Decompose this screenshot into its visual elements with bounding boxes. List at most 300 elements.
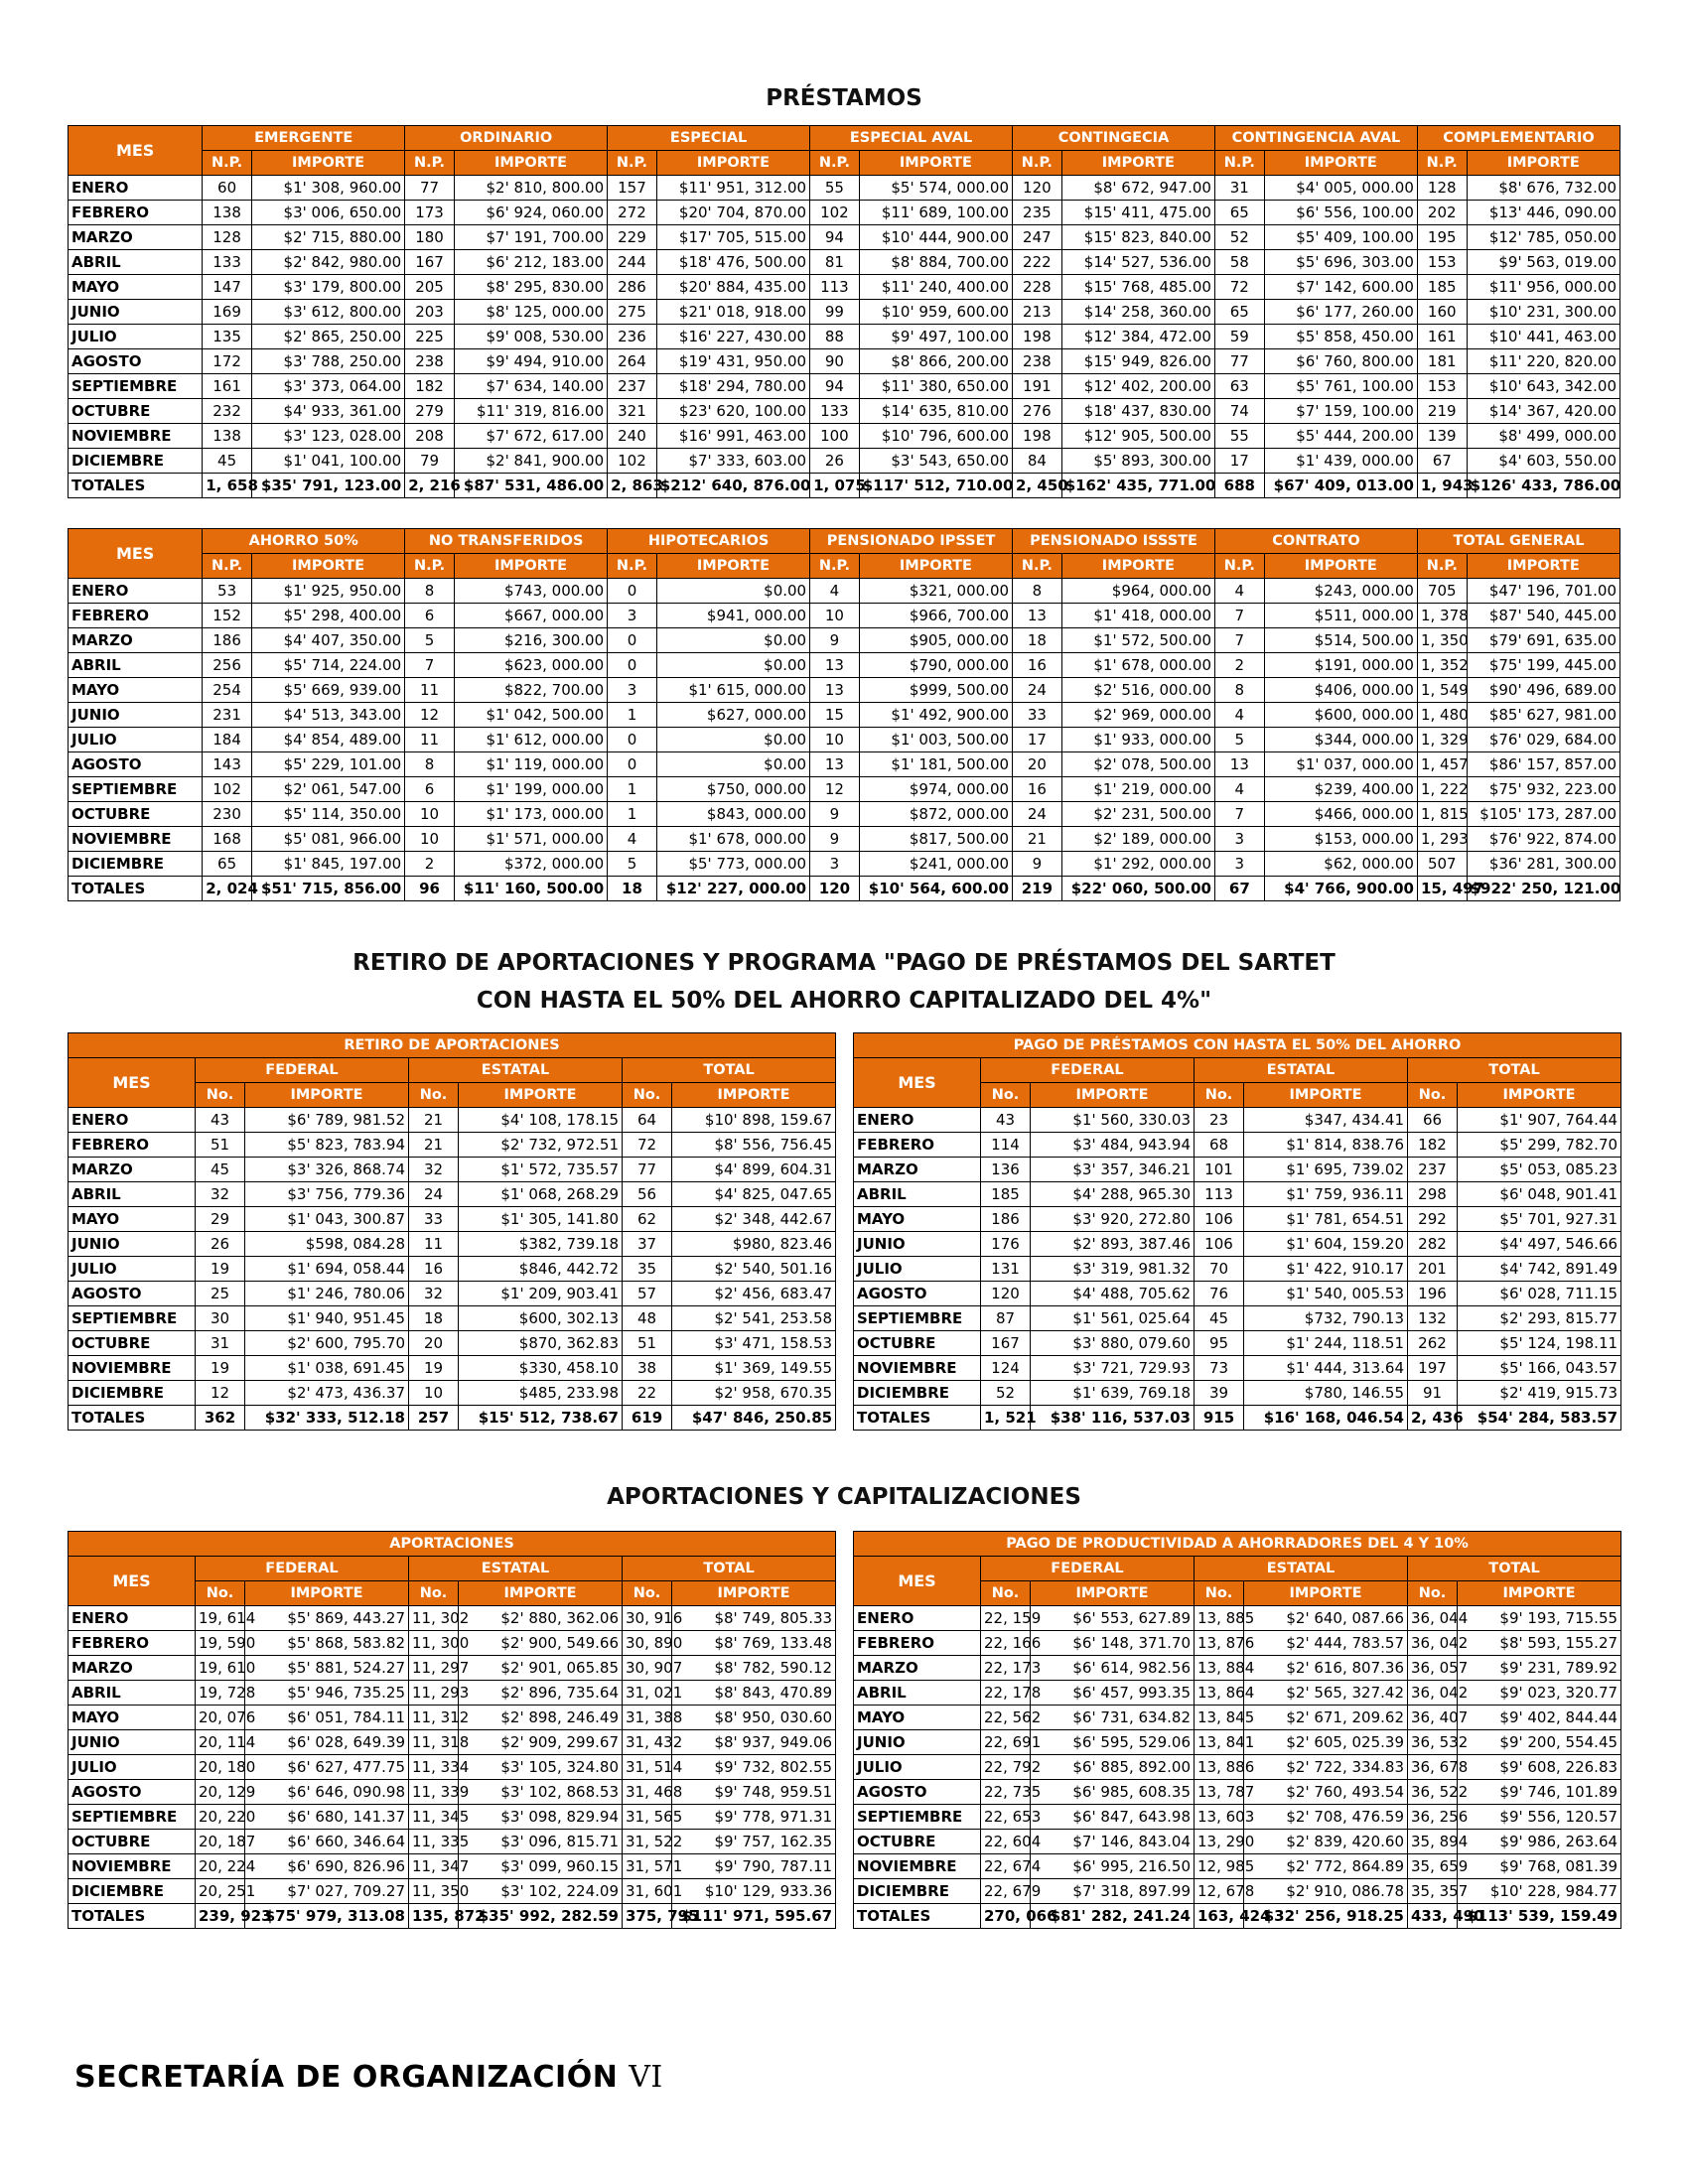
table-row	[854, 1306, 1621, 1331]
count-cell: 203	[405, 300, 455, 325]
amount-cell: $113' 539, 159.49	[1458, 1904, 1621, 1929]
amount-cell: $22' 060, 500.00	[1061, 877, 1214, 901]
count-cell: 135, 872	[409, 1904, 459, 1929]
group-header: EMERGENTE	[203, 126, 405, 151]
table-row	[69, 349, 1620, 374]
count-cell: 237	[608, 374, 657, 399]
banner-row	[69, 1033, 836, 1058]
amount-cell: $23' 620, 100.00	[656, 399, 809, 424]
sub-header-row	[69, 554, 1620, 579]
table-row	[69, 1830, 836, 1854]
table-row	[854, 1631, 1621, 1656]
month-cell: JUNIO	[69, 703, 203, 728]
amount-cell: $2' 231, 500.00	[1061, 802, 1214, 827]
amount-cell: $5' 444, 200.00	[1264, 424, 1417, 449]
table-row	[854, 1730, 1621, 1755]
table-banner: APORTACIONES	[69, 1532, 836, 1557]
count-cell: 31	[1214, 176, 1264, 201]
count-cell: 18	[1013, 628, 1062, 653]
count-cell: 507	[1417, 852, 1467, 877]
count-cell: 1, 075	[810, 474, 860, 498]
amount-cell: $822, 700.00	[454, 678, 607, 703]
amount-cell: $47' 846, 250.85	[672, 1406, 836, 1431]
month-cell: ENERO	[69, 1606, 196, 1631]
table-row	[69, 225, 1620, 250]
amount-cell: $8' 884, 700.00	[859, 250, 1012, 275]
count-cell: 30, 907	[623, 1656, 672, 1681]
table-row	[854, 1755, 1621, 1780]
count-cell: 2, 216	[405, 474, 455, 498]
amount-cell: $2' 901, 065.85	[459, 1656, 623, 1681]
count-cell: 213	[1013, 300, 1062, 325]
amount-cell: $9' 494, 910.00	[454, 349, 607, 374]
month-cell: MARZO	[69, 1158, 196, 1182]
month-cell: AGOSTO	[69, 349, 203, 374]
amount-cell: $54' 284, 583.57	[1458, 1406, 1621, 1431]
count-header: N.P.	[203, 151, 252, 176]
count-cell: 13	[1215, 752, 1265, 777]
amount-cell: $905, 000.00	[859, 628, 1012, 653]
count-cell: 201	[1408, 1257, 1458, 1282]
banner-row	[854, 1033, 1621, 1058]
group-header: ORDINARIO	[405, 126, 608, 151]
amount-cell: $3' 788, 250.00	[251, 349, 404, 374]
amount-cell: $7' 027, 709.27	[245, 1879, 409, 1904]
banner-row	[854, 1532, 1621, 1557]
amount-cell: $12' 402, 200.00	[1061, 374, 1214, 399]
count-cell: 11	[409, 1232, 459, 1257]
amount-header: IMPORTE	[251, 151, 404, 176]
totals-label: TOTALES	[854, 1904, 981, 1929]
count-cell: 181	[1417, 349, 1467, 374]
amount-cell: $5' 114, 350.00	[251, 802, 404, 827]
table-row	[69, 1306, 836, 1331]
amount-cell: $3' 373, 064.00	[251, 374, 404, 399]
amount-cell: $4' 933, 361.00	[251, 399, 404, 424]
count-header: No.	[1195, 1581, 1244, 1606]
amount-cell: $1' 615, 000.00	[656, 678, 809, 703]
amount-cell: $1' 694, 058.44	[245, 1257, 409, 1282]
amount-cell: $600, 302.13	[459, 1306, 623, 1331]
amount-cell: $51' 715, 856.00	[251, 877, 404, 901]
month-cell: JULIO	[854, 1755, 981, 1780]
retiro-aportaciones-table	[68, 1032, 836, 1431]
count-cell: 72	[623, 1133, 672, 1158]
count-cell: 79	[405, 449, 455, 474]
totals-row	[854, 1904, 1621, 1929]
amount-cell: $7' 318, 897.99	[1031, 1879, 1195, 1904]
count-cell: 292	[1408, 1207, 1458, 1232]
count-cell: 31, 388	[623, 1706, 672, 1730]
group-header-row	[69, 1058, 836, 1083]
count-cell: 35, 357	[1408, 1879, 1458, 1904]
count-cell: 51	[623, 1331, 672, 1356]
amount-cell: $15' 411, 475.00	[1061, 201, 1214, 225]
count-cell: 128	[1417, 176, 1467, 201]
amount-cell: $941, 000.00	[656, 604, 809, 628]
count-cell: 198	[1013, 325, 1062, 349]
count-cell: 11, 334	[409, 1755, 459, 1780]
amount-cell: $4' 513, 343.00	[251, 703, 404, 728]
amount-cell: $1' 907, 764.44	[1458, 1108, 1621, 1133]
count-cell: 161	[1417, 325, 1467, 349]
amount-cell: $10' 231, 300.00	[1467, 300, 1619, 325]
amount-cell: $511, 000.00	[1264, 604, 1417, 628]
month-cell: SEPTIEMBRE	[69, 374, 203, 399]
table-row	[69, 653, 1620, 678]
count-cell: 31, 601	[623, 1879, 672, 1904]
count-cell: 20, 180	[196, 1755, 245, 1780]
count-cell: 67	[1215, 877, 1265, 901]
amount-cell: $1' 119, 000.00	[454, 752, 607, 777]
count-cell: 186	[981, 1207, 1031, 1232]
table-row	[854, 1158, 1621, 1182]
group-header: TOTAL	[1408, 1557, 1621, 1581]
amount-cell: $2' 969, 000.00	[1061, 703, 1214, 728]
amount-cell: $4' 488, 705.62	[1031, 1282, 1195, 1306]
count-cell: 375, 795	[623, 1904, 672, 1929]
amount-cell: $19' 431, 950.00	[656, 349, 809, 374]
amount-cell: $1' 444, 313.64	[1244, 1356, 1408, 1381]
group-header: COMPLEMENTARIO	[1417, 126, 1619, 151]
count-cell: 235	[1013, 201, 1062, 225]
count-cell: 172	[203, 349, 252, 374]
amount-cell: $1' 678, 000.00	[1061, 653, 1214, 678]
count-cell: 182	[405, 374, 455, 399]
count-cell: 19, 590	[196, 1631, 245, 1656]
amount-cell: $7' 672, 617.00	[454, 424, 607, 449]
table-row	[69, 1133, 836, 1158]
table-row	[69, 1780, 836, 1805]
amount-cell: $1' 219, 000.00	[1061, 777, 1214, 802]
month-cell: FEBRERO	[69, 1133, 196, 1158]
count-cell: 1, 815	[1417, 802, 1467, 827]
month-cell: AGOSTO	[69, 1282, 196, 1306]
amount-cell: $7' 159, 100.00	[1264, 399, 1417, 424]
count-cell: 20	[409, 1331, 459, 1356]
count-cell: 91	[1408, 1381, 1458, 1406]
amount-cell: $3' 326, 868.74	[245, 1158, 409, 1182]
month-cell: DICIEMBRE	[69, 852, 203, 877]
amount-cell: $1' 041, 100.00	[251, 449, 404, 474]
count-cell: 19	[196, 1257, 245, 1282]
amount-cell: $9' 556, 120.57	[1458, 1805, 1621, 1830]
count-header: No.	[1408, 1581, 1458, 1606]
amount-cell: $6' 627, 477.75	[245, 1755, 409, 1780]
amount-header: IMPORTE	[859, 554, 1012, 579]
amount-cell: $8' 950, 030.60	[672, 1706, 836, 1730]
amount-cell: $2' 078, 500.00	[1061, 752, 1214, 777]
amount-cell: $10' 898, 159.67	[672, 1108, 836, 1133]
count-cell: 4	[1215, 703, 1265, 728]
amount-cell: $9' 768, 081.39	[1458, 1854, 1621, 1879]
month-cell: DICIEMBRE	[854, 1381, 981, 1406]
count-cell: 22, 792	[981, 1755, 1031, 1780]
count-cell: 160	[1417, 300, 1467, 325]
count-cell: 31, 468	[623, 1780, 672, 1805]
month-cell: OCTUBRE	[854, 1331, 981, 1356]
count-cell: 13	[810, 752, 860, 777]
aportaciones-table	[68, 1531, 836, 1929]
totals-row	[69, 877, 1620, 901]
group-header: TOTAL	[623, 1058, 836, 1083]
amount-cell: $980, 823.46	[672, 1232, 836, 1257]
count-cell: 2, 436	[1408, 1406, 1458, 1431]
amount-cell: $6' 660, 346.64	[245, 1830, 409, 1854]
amount-cell: $6' 051, 784.11	[245, 1706, 409, 1730]
count-cell: 33	[409, 1207, 459, 1232]
table-row	[854, 1879, 1621, 1904]
month-cell: ENERO	[69, 1108, 196, 1133]
month-cell: SEPTIEMBRE	[854, 1306, 981, 1331]
table-row	[69, 1158, 836, 1182]
count-header: No.	[981, 1083, 1031, 1108]
count-cell: 173	[405, 201, 455, 225]
amount-cell: $2' 810, 800.00	[454, 176, 607, 201]
count-cell: 19	[196, 1356, 245, 1381]
amount-cell: $12' 785, 050.00	[1467, 225, 1619, 250]
amount-cell: $3' 721, 729.93	[1031, 1356, 1195, 1381]
count-header: N.P.	[810, 554, 860, 579]
table-row	[69, 1108, 836, 1133]
table-row	[854, 1331, 1621, 1356]
month-cell: MAYO	[854, 1207, 981, 1232]
table-row	[69, 275, 1620, 300]
month-cell: JUNIO	[69, 1730, 196, 1755]
table-row	[69, 1331, 836, 1356]
amount-cell: $2' 540, 501.16	[672, 1257, 836, 1282]
amount-cell: $5' 081, 966.00	[251, 827, 404, 852]
count-cell: 135	[203, 325, 252, 349]
count-cell: 13, 841	[1195, 1730, 1244, 1755]
amount-cell: $35' 992, 282.59	[459, 1904, 623, 1929]
amount-cell: $2' 760, 493.54	[1244, 1780, 1408, 1805]
amount-cell: $11' 951, 312.00	[656, 176, 809, 201]
amount-cell: $2' 772, 864.89	[1244, 1854, 1408, 1879]
count-header: No.	[623, 1581, 672, 1606]
table-row	[69, 678, 1620, 703]
amount-cell: $6' 985, 608.35	[1031, 1780, 1195, 1805]
amount-cell: $7' 634, 140.00	[454, 374, 607, 399]
amount-cell: $1' 043, 300.87	[245, 1207, 409, 1232]
count-cell: 102	[608, 449, 657, 474]
table-row	[854, 1706, 1621, 1730]
count-cell: 100	[810, 424, 860, 449]
amount-cell: $2' 605, 025.39	[1244, 1730, 1408, 1755]
count-cell: 20, 220	[196, 1805, 245, 1830]
count-cell: 16	[1013, 653, 1062, 678]
count-cell: 276	[1013, 399, 1062, 424]
table-row	[854, 1681, 1621, 1706]
count-cell: 36, 042	[1408, 1681, 1458, 1706]
amount-cell: $2' 640, 087.66	[1244, 1606, 1408, 1631]
amount-cell: $2' 600, 795.70	[245, 1331, 409, 1356]
amount-cell: $1' 181, 500.00	[859, 752, 1012, 777]
footer-title: SECRETARÍA DE ORGANIZACIÓN	[74, 2060, 619, 2095]
amount-cell: $2' 900, 549.66	[459, 1631, 623, 1656]
amount-header: IMPORTE	[1458, 1083, 1621, 1108]
amount-cell: $6' 614, 982.56	[1031, 1656, 1195, 1681]
table-row	[69, 777, 1620, 802]
amount-cell: $485, 233.98	[459, 1381, 623, 1406]
count-cell: 10	[810, 728, 860, 752]
count-cell: 81	[810, 250, 860, 275]
count-cell: 17	[1013, 728, 1062, 752]
amount-header: IMPORTE	[1244, 1581, 1408, 1606]
count-cell: 53	[203, 579, 252, 604]
month-cell: DICIEMBRE	[69, 449, 203, 474]
count-cell: 20, 129	[196, 1780, 245, 1805]
month-cell: MARZO	[854, 1158, 981, 1182]
count-cell: 58	[1214, 250, 1264, 275]
amount-cell: $1' 037, 000.00	[1264, 752, 1417, 777]
count-cell: 279	[405, 399, 455, 424]
count-cell: 1, 658	[203, 474, 252, 498]
amount-cell: $8' 749, 805.33	[672, 1606, 836, 1631]
prestamos-title: PRÉSTAMOS	[766, 85, 922, 111]
table-row	[69, 1182, 836, 1207]
amount-cell: $241, 000.00	[859, 852, 1012, 877]
amount-cell: $6' 995, 216.50	[1031, 1854, 1195, 1879]
productividad-table	[853, 1531, 1621, 1929]
count-cell: 11, 345	[409, 1805, 459, 1830]
amount-cell: $6' 177, 260.00	[1264, 300, 1417, 325]
count-cell: 275	[608, 300, 657, 325]
count-cell: 20, 187	[196, 1830, 245, 1854]
month-cell: MAYO	[69, 275, 203, 300]
count-cell: 7	[1215, 628, 1265, 653]
count-cell: 2, 863	[608, 474, 657, 498]
amount-cell: $10' 444, 900.00	[859, 225, 1012, 250]
count-cell: 51	[196, 1133, 245, 1158]
count-cell: 13, 864	[1195, 1681, 1244, 1706]
count-cell: 1, 549	[1417, 678, 1467, 703]
count-cell: 195	[1417, 225, 1467, 250]
amount-cell: $3' 096, 815.71	[459, 1830, 623, 1854]
count-cell: 10	[810, 604, 860, 628]
amount-cell: $5' 714, 224.00	[251, 653, 404, 678]
count-cell: 65	[1214, 201, 1264, 225]
amount-cell: $86' 157, 857.00	[1467, 752, 1619, 777]
count-cell: 20	[1013, 752, 1062, 777]
count-cell: 102	[203, 777, 252, 802]
month-cell: JULIO	[854, 1257, 981, 1282]
month-cell: OCTUBRE	[854, 1830, 981, 1854]
count-cell: 1	[608, 802, 657, 827]
amount-cell: $5' 869, 443.27	[245, 1606, 409, 1631]
count-cell: 688	[1214, 474, 1264, 498]
count-cell: 101	[1195, 1158, 1244, 1182]
count-cell: 0	[608, 653, 657, 678]
count-cell: 13	[810, 653, 860, 678]
count-cell: 64	[623, 1108, 672, 1133]
amount-cell: $87' 531, 486.00	[454, 474, 607, 498]
amount-cell: $9' 732, 802.55	[672, 1755, 836, 1780]
amount-header: IMPORTE	[251, 554, 404, 579]
count-cell: 619	[623, 1406, 672, 1431]
amount-cell: $10' 564, 600.00	[859, 877, 1012, 901]
amount-cell: $321, 000.00	[859, 579, 1012, 604]
amount-cell: $8' 843, 470.89	[672, 1681, 836, 1706]
count-cell: 13	[1013, 604, 1062, 628]
count-cell: 1, 352	[1417, 653, 1467, 678]
amount-cell: $47' 196, 701.00	[1467, 579, 1619, 604]
amount-cell: $1' 042, 500.00	[454, 703, 607, 728]
table-row	[69, 1207, 836, 1232]
month-cell: ENERO	[69, 176, 203, 201]
amount-cell: $1' 845, 197.00	[251, 852, 404, 877]
month-cell: NOVIEMBRE	[69, 1854, 196, 1879]
month-cell: NOVIEMBRE	[69, 1356, 196, 1381]
amount-cell: $5' 946, 735.25	[245, 1681, 409, 1706]
amount-cell: $3' 319, 981.32	[1031, 1257, 1195, 1282]
count-cell: 169	[203, 300, 252, 325]
count-header: N.P.	[1215, 554, 1265, 579]
amount-cell: $0.00	[656, 752, 809, 777]
month-cell: FEBRERO	[854, 1631, 981, 1656]
count-cell: 36, 522	[1408, 1780, 1458, 1805]
count-cell: 52	[1214, 225, 1264, 250]
amount-cell: $9' 231, 789.92	[1458, 1656, 1621, 1681]
count-cell: 55	[810, 176, 860, 201]
count-cell: 163, 424	[1195, 1904, 1244, 1929]
count-cell: 76	[1195, 1282, 1244, 1306]
count-cell: 228	[1013, 275, 1062, 300]
amount-cell: $974, 000.00	[859, 777, 1012, 802]
amount-cell: $780, 146.55	[1244, 1381, 1408, 1406]
amount-cell: $1' 003, 500.00	[859, 728, 1012, 752]
amount-header: IMPORTE	[1458, 1581, 1621, 1606]
month-cell: ENERO	[69, 579, 203, 604]
mes-header: MES	[69, 1557, 196, 1606]
count-cell: 161	[203, 374, 252, 399]
table-row	[854, 1830, 1621, 1854]
count-cell: 36, 256	[1408, 1805, 1458, 1830]
amount-cell: $239, 400.00	[1264, 777, 1417, 802]
amount-cell: $3' 880, 079.60	[1031, 1331, 1195, 1356]
table-row	[69, 424, 1620, 449]
count-cell: 133	[203, 250, 252, 275]
amount-cell: $382, 739.18	[459, 1232, 623, 1257]
count-cell: 11, 302	[409, 1606, 459, 1631]
amount-cell: $1' 244, 118.51	[1244, 1331, 1408, 1356]
amount-cell: $75' 979, 313.08	[245, 1904, 409, 1929]
count-cell: 1, 329	[1417, 728, 1467, 752]
amount-cell: $1' 209, 903.41	[459, 1282, 623, 1306]
amount-cell: $75' 932, 223.00	[1467, 777, 1619, 802]
count-cell: 176	[981, 1232, 1031, 1257]
count-cell: 9	[810, 628, 860, 653]
count-cell: 8	[405, 579, 455, 604]
count-cell: 1, 222	[1417, 777, 1467, 802]
count-cell: 102	[810, 201, 860, 225]
count-cell: 36, 057	[1408, 1656, 1458, 1681]
table-row	[69, 374, 1620, 399]
amount-cell: $406, 000.00	[1264, 678, 1417, 703]
month-cell: SEPTIEMBRE	[69, 1306, 196, 1331]
retiro-title-line-1: RETIRO DE APORTACIONES Y PROGRAMA "PAGO DE PRÉSTAMOS DEL SARTET	[352, 950, 1336, 976]
amount-cell: $75' 199, 445.00	[1467, 653, 1619, 678]
amount-cell: $9' 748, 959.51	[672, 1780, 836, 1805]
count-cell: 74	[1214, 399, 1264, 424]
amount-cell: $3' 006, 650.00	[251, 201, 404, 225]
amount-cell: $0.00	[656, 579, 809, 604]
count-cell: 60	[203, 176, 252, 201]
totals-label: TOTALES	[69, 474, 203, 498]
count-cell: 13, 884	[1195, 1656, 1244, 1681]
amount-cell: $6' 680, 141.37	[245, 1805, 409, 1830]
month-cell: OCTUBRE	[69, 399, 203, 424]
